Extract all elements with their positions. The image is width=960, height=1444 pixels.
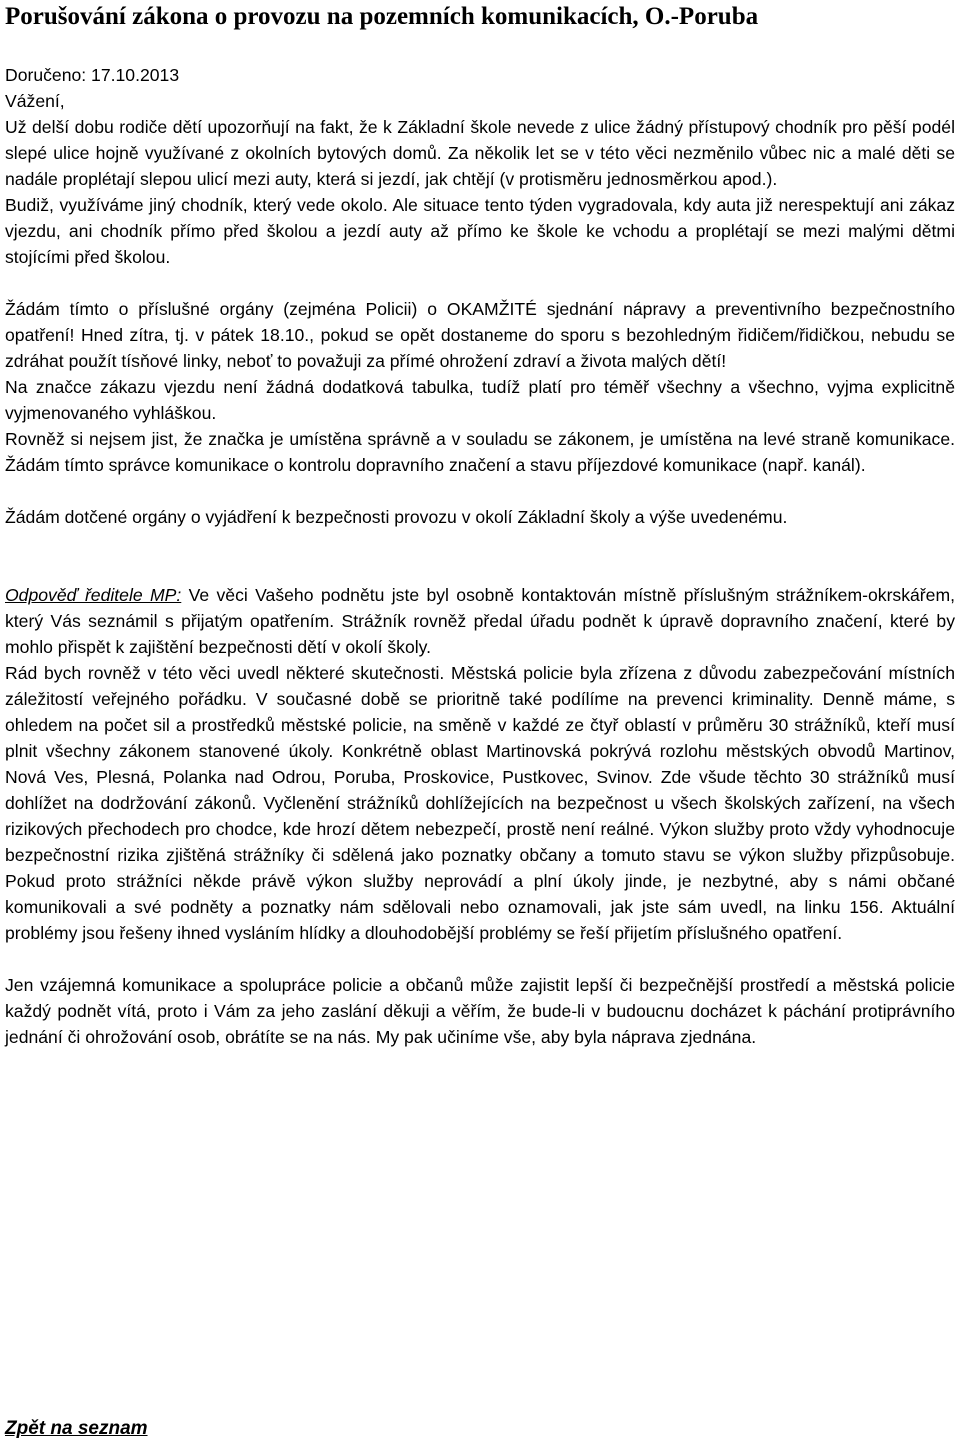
delivered-date: Doručeno: 17.10.2013 — [5, 65, 180, 85]
response-paragraph-3: Jen vzájemná komunikace a spolupráce policie a občanů může zajistit lepší či bezpečnější prostředí a městská policie každý podnět vítá, proto i Vám za jeho zaslání děkuji a věřím, že bude-li v budoucnu docházet k páchání protiprávního jednání či ohrožování osob, obrátíte se na nás. My pak učiníme vše, aby byla náprava zjednána. — [5, 975, 955, 1047]
spacer — [5, 530, 955, 582]
complaint-paragraph-4: Na značce zákazu vjezdu není žádná dodatková tabulka, tudíž platí pro téměř všechny a všechno, vyjma explicitně vyjmenovaného vyhláškou. — [5, 377, 955, 423]
complaint-paragraph-1: Už delší dobu rodiče dětí upozorňují na fakt, že k Základní škole nevede z ulice žádný přístupový chodník pro pěší podél slepé ulice hojně využívané z okolních bytových domů. Za několik let se v této věci nezměnilo vůbec nic a malé děti se nadále proplétají slepou ulicí mezi auty, která si jezdí, jak chtějí (v protisměru jednosměrkou apod.). — [5, 117, 955, 189]
response-label: Odpověď ředitele MP: — [5, 585, 182, 605]
spacer — [5, 270, 955, 296]
back-to-list-link[interactable]: Zpět na seznam — [5, 1418, 148, 1439]
response-text-1: Ve věci Vašeho podnětu jste byl osobně kontaktován místně příslušným strážníkem-okrskářem, který Vás seznámil s přijatým opatřením. Strážník rovněž předal úřadu podnět k úpravě dopravního značení, které by mohlo přispět k zajištění bezpečnosti dětí v okolí školy. — [5, 585, 955, 657]
complaint-paragraph-6: Žádám dotčené orgány o vyjádření k bezpečnosti provozu v okolí Základní školy a výše uvedenému. — [5, 507, 788, 527]
document-body — [5, 62, 955, 1050]
complaint-paragraph-2: Budiž, využíváme jiný chodník, který vede okolo. Ale situace tento týden vygradovala, kdy auta již nerespektují ani zákaz vjezdu, ani chodník přímo před školou a jezdí auty až přímo ke škole ke vchodu a proplétají se mezi malými dětmi stojícími před školou. — [5, 195, 955, 267]
response-paragraph-2: Rád bych rovněž v této věci uvedl některé skutečnosti. Městská policie byla zřízena z důvodu zabezpečování místních záležitostí veřejného pořádku. V současné době se prioritně také podílíme na prevenci kriminality. Denně máme, s ohledem na počet sil a prostředků městské policie, na směně v každé ze čtyř oblastí v průměru 30 strážníků, kteří musí plnit všechny zákonem stanovené úkoly. Konkrétně oblast Martinovská pokrývá rozlohu městských obvodů Martinov, Nová Ves, Plesná, Polanka nad Odrou, Poruba, Proskovice, Pustkovec, Svinov. Zde všude těchto 30 strážníků musí dohlížet na dodržování zákonů. Vyčlenění strážníků dohlížejících na bezpečnost u všech školských zařízení, na všech rizikových přechodech pro chodce, kde hrozí dětem nebezpečí, prostě není reálné. Výkon služby proto vždy vyhodnocuje bezpečnostní rizika zjištěná strážníky či sdělená jako poznatky občany a tomuto stavu se výkon služby přizpůsobuje. Pokud proto strážníci někde právě výkon služby neprovádí a plní úkoly jinde, je nezbytné, aby s námi občané komunikovali a své podněty a poznatky nám sdělovali nebo oznamovali, jak jste sám uvedl, na linku 156. Aktuální problémy jsou řešeny ihned vysláním hlídky a dlouhodobější problémy se řeší přijetím příslušného opatření. — [5, 663, 955, 943]
spacer — [5, 478, 955, 504]
greeting: Vážení, — [5, 91, 65, 111]
complaint-paragraph-3: Žádám tímto o příslušné orgány (zejména Policii) o OKAMŽITÉ sjednání nápravy a preventivního bezpečnostního opatření! Hned zítra, tj. v pátek 18.10., pokud se opět dostaneme do sporu s bezohledným řidičem/řidičkou, nebudu se zdráhat použít tísňové linky, neboť to považuji za přímé ohrožení zdraví a života malých dětí! — [5, 299, 955, 371]
complaint-paragraph-5: Rovněž si nejsem jist, že značka je umístěna správně a v souladu se zákonem, je umístěna na levé straně komunikace. Žádám tímto správce komunikace o kontrolu dopravního značení a stavu příjezdové komunikace (např. kanál). — [5, 429, 955, 475]
spacer — [5, 946, 955, 972]
response-paragraph-1 — [5, 582, 955, 660]
page-title: Porušování zákona o provozu na pozemních komunikacích, O.-Poruba — [5, 3, 759, 30]
